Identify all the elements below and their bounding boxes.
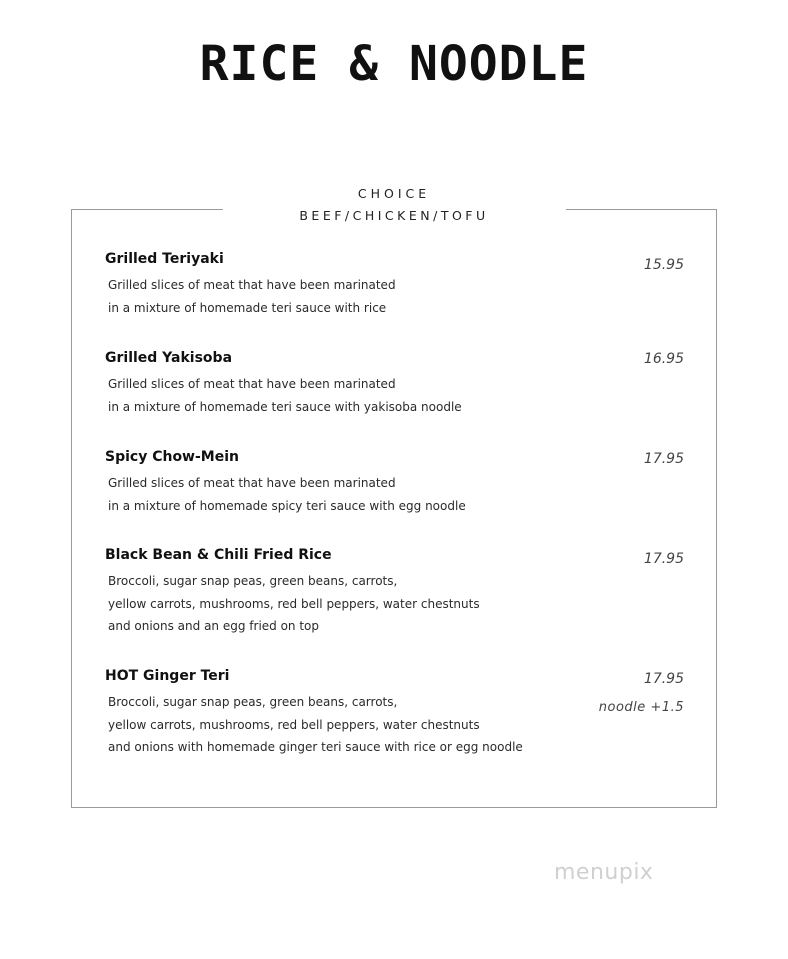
item-price: 16.95 [643, 351, 684, 367]
menu-item-grilled-teriyaki [105, 250, 705, 319]
item-desc-line: in a mixture of homemade spicy teri sauce with egg noodle [108, 498, 466, 513]
menu-item-black-bean-chili-fried-rice [105, 546, 705, 638]
frame-left-border [71, 209, 72, 808]
item-price: 15.95 [643, 257, 684, 273]
item-desc-line: Grilled slices of meat that have been marinated [108, 476, 396, 490]
watermark-logo: menupix [554, 860, 654, 885]
item-desc-line: and onions and an egg fried on top [108, 619, 320, 633]
item-desc-line: yellow carrots, mushrooms, red bell peppers, water chestnuts [108, 717, 480, 732]
item-name: Spicy Chow-Mein [105, 449, 239, 465]
frame-right-border [716, 209, 717, 808]
menu-title: RICE & NOODLE [199, 36, 589, 92]
item-price: 17.95 [643, 451, 684, 467]
item-desc-line: and onions with homemade ginger teri sauce with rice or egg noodle [108, 740, 523, 754]
item-desc-line: Broccoli, sugar snap peas, green beans, carrots, [108, 695, 398, 709]
item-desc-line: yellow carrots, mushrooms, red bell peppers, water chestnuts [108, 596, 480, 611]
frame-bottom-border [71, 807, 717, 808]
item-price: 17.95 [643, 671, 684, 687]
item-name: HOT Ginger Teri [105, 668, 230, 684]
frame-top-left-border [71, 209, 223, 210]
frame-top-right-border [566, 209, 717, 210]
menu-item-spicy-chow-mein [105, 448, 705, 517]
menu-item-grilled-yakisoba [105, 349, 705, 418]
item-desc-line: Broccoli, sugar snap peas, green beans, carrots, [108, 574, 398, 588]
item-desc-line: Grilled slices of meat that have been marinated [108, 278, 396, 292]
protein-options: BEEF/CHICKEN/TOFU [299, 208, 489, 223]
item-price: 17.95 [643, 551, 684, 567]
choice-label: CHOICE [357, 186, 431, 201]
item-name: Grilled Yakisoba [105, 350, 233, 366]
item-desc-line: Grilled slices of meat that have been marinated [108, 377, 396, 391]
item-desc-line: in a mixture of homemade teri sauce with yakisoba noodle [108, 399, 462, 414]
item-name: Grilled Teriyaki [105, 251, 224, 267]
item-price-extra: noodle +1.5 [598, 700, 684, 715]
item-desc-line: in a mixture of homemade teri sauce with rice [108, 300, 387, 315]
item-name: Black Bean & Chili Fried Rice [105, 547, 332, 563]
